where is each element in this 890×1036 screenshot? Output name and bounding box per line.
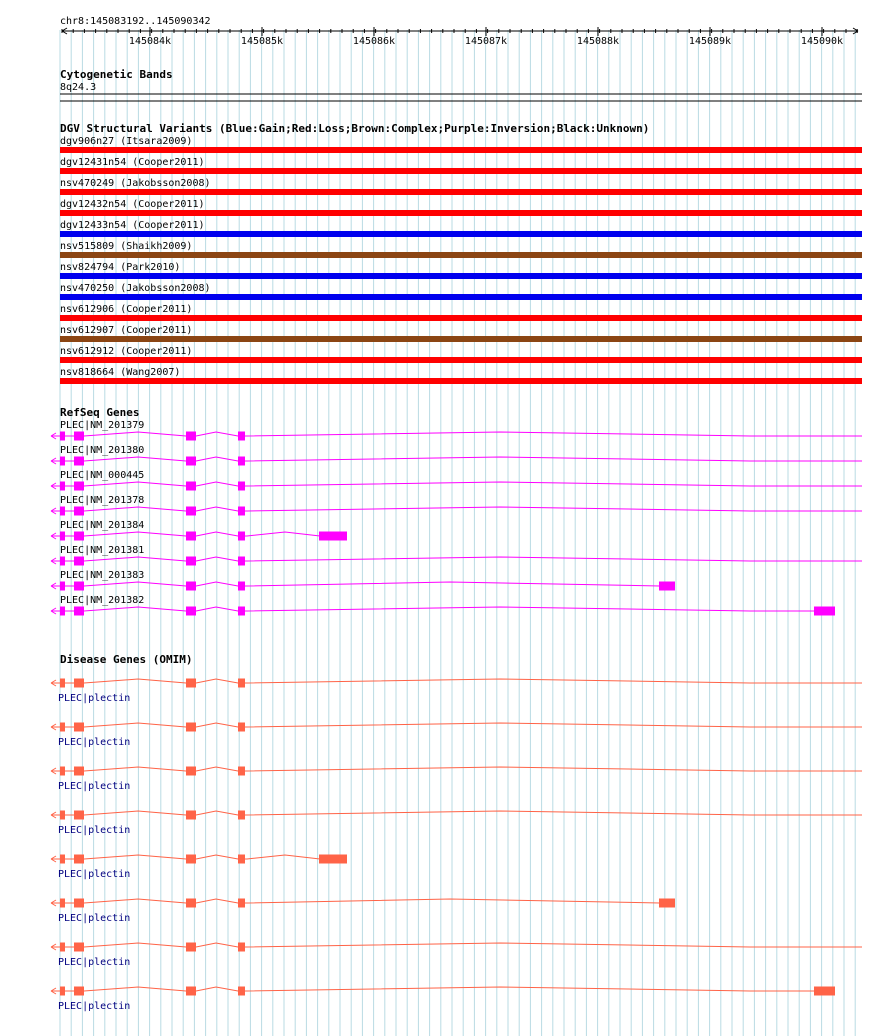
dgv-variant-label: dgv12432n54 (Cooper2011) (60, 199, 205, 210)
gene-exon (186, 987, 196, 996)
gene-exon (60, 767, 65, 776)
gene-exon (60, 943, 65, 952)
gene-exon (319, 532, 347, 541)
omim-gene-label[interactable]: PLEC|plectin (58, 781, 131, 792)
gene-exon (186, 457, 196, 466)
refseq-gene[interactable] (51, 595, 835, 616)
gene-exon (238, 767, 245, 776)
ruler-tick-label: 145085k (240, 36, 284, 47)
gene-exon (74, 679, 84, 688)
dgv-variant-bar[interactable] (60, 147, 862, 153)
refseq-gene-label: PLEC|NM_201381 (60, 545, 145, 556)
gene-exon (238, 457, 245, 466)
gene-exon (60, 899, 65, 908)
gene-exon (60, 855, 65, 864)
omim-gene[interactable] (51, 855, 347, 881)
cytoband-track-title: Cytogenetic Bands (60, 68, 173, 81)
omim-gene[interactable] (51, 723, 862, 749)
gene-exon (60, 987, 65, 996)
gene-exon (186, 811, 196, 820)
dgv-variant[interactable] (60, 262, 862, 279)
dgv-variant[interactable] (60, 304, 862, 321)
omim-gene-label[interactable]: PLEC|plectin (58, 825, 131, 836)
ruler-tick-label: 145089k (688, 36, 732, 47)
gene-exon (238, 855, 245, 864)
gene-exon (186, 482, 196, 491)
gene-exon (186, 767, 196, 776)
gene-exon (238, 607, 245, 616)
omim-gene-label[interactable]: PLEC|plectin (58, 869, 131, 880)
dgv-variant-bar[interactable] (60, 252, 862, 258)
omim-gene-label[interactable]: PLEC|plectin (58, 693, 131, 704)
dgv-variant[interactable] (60, 325, 862, 342)
dgv-variant-bar[interactable] (60, 189, 862, 195)
gene-exon (238, 811, 245, 820)
gene-exon (74, 987, 84, 996)
refseq-gene[interactable] (51, 570, 675, 591)
ruler-tick-label: 145088k (576, 36, 620, 47)
refseq-gene[interactable] (51, 445, 862, 466)
refseq-gene-label: PLEC|NM_201380 (60, 445, 145, 456)
dgv-variant-bar[interactable] (60, 315, 862, 321)
refseq-track (51, 406, 862, 616)
gene-exon (814, 607, 835, 616)
refseq-gene[interactable] (51, 545, 862, 566)
gene-exon (186, 432, 196, 441)
dgv-variant-label: nsv515809 (Shaikh2009) (60, 241, 193, 252)
dgv-variant[interactable] (60, 283, 862, 300)
dgv-variant-label: nsv470250 (Jakobsson2008) (60, 283, 211, 294)
gene-exon (238, 899, 245, 908)
gene-exon (74, 582, 84, 591)
gene-exon (238, 943, 245, 952)
gene-exon (238, 679, 245, 688)
gene-exon (60, 582, 65, 591)
ruler-ticks (62, 27, 858, 47)
dgv-variant-label: nsv470249 (Jakobsson2008) (60, 178, 211, 189)
dgv-variant-bar[interactable] (60, 336, 862, 342)
gene-exon (74, 767, 84, 776)
gene-exon (186, 899, 196, 908)
refseq-gene-label: PLEC|NM_201379 (60, 420, 145, 431)
gene-exon (60, 482, 65, 491)
omim-gene-label[interactable]: PLEC|plectin (58, 913, 131, 924)
gene-exon (74, 811, 84, 820)
cytoband-label: 8q24.3 (60, 82, 97, 93)
omim-gene[interactable] (51, 899, 675, 925)
dgv-variant[interactable] (60, 346, 862, 363)
dgv-variant-bar[interactable] (60, 231, 862, 237)
gene-exon (186, 943, 196, 952)
gene-exon (74, 557, 84, 566)
omim-track (51, 653, 862, 1012)
omim-gene-label[interactable]: PLEC|plectin (58, 737, 131, 748)
gene-exon (186, 855, 196, 864)
dgv-variant[interactable] (60, 220, 862, 237)
gene-exon (74, 723, 84, 732)
ruler-tick-label: 145090k (800, 36, 844, 47)
gene-intron-line (64, 607, 815, 611)
omim-gene-label[interactable]: PLEC|plectin (58, 957, 131, 968)
dgv-variant-bar[interactable] (60, 357, 862, 363)
gene-exon (60, 607, 65, 616)
gene-exon (659, 899, 675, 908)
gene-exon (319, 855, 347, 864)
refseq-gene[interactable] (51, 495, 862, 516)
gene-exon (659, 582, 675, 591)
gene-exon (60, 557, 65, 566)
omim-gene[interactable] (51, 767, 862, 793)
dgv-variant-label: nsv824794 (Park2010) (60, 262, 181, 273)
gene-exon (186, 607, 196, 616)
ruler-location-label: chr8:145083192..145090342 (60, 16, 211, 27)
gene-exon (60, 532, 65, 541)
dgv-variant-label: nsv612907 (Cooper2011) (60, 325, 193, 336)
gene-exon (186, 507, 196, 516)
ruler-track (60, 16, 858, 47)
dgv-variant[interactable] (60, 367, 862, 384)
gene-exon (186, 557, 196, 566)
gene-exon (74, 457, 84, 466)
gene-exon (60, 432, 65, 441)
gene-exon (74, 607, 84, 616)
ruler-tick-label: 145086k (352, 36, 396, 47)
dgv-variant[interactable] (60, 157, 862, 174)
ruler-tick-label: 145087k (464, 36, 508, 47)
gene-exon (186, 532, 196, 541)
dgv-variant-bar[interactable] (60, 294, 862, 300)
omim-gene[interactable] (51, 987, 835, 1013)
refseq-gene[interactable] (51, 470, 862, 491)
dgv-track (60, 122, 862, 384)
gene-exon (186, 582, 196, 591)
dgv-variant-bar[interactable] (60, 210, 862, 216)
ruler-tick-label: 145084k (128, 36, 172, 47)
omim-gene-label[interactable]: PLEC|plectin (58, 1001, 131, 1012)
gene-exon (60, 811, 65, 820)
dgv-variant-label: nsv818664 (Wang2007) (60, 367, 181, 378)
cytoband-track[interactable] (60, 68, 862, 101)
dgv-track-title: DGV Structural Variants (Blue:Gain;Red:Loss;Brown:Complex;Purple:Inversion;Black:Unknown) (60, 122, 650, 135)
gene-exon (238, 987, 245, 996)
gene-exon (60, 679, 65, 688)
refseq-gene-label: PLEC|NM_201384 (60, 520, 145, 531)
gene-exon (74, 855, 84, 864)
refseq-gene-label: PLEC|NM_201383 (60, 570, 145, 581)
dgv-variant-label: dgv906n27 (Itsara2009) (60, 136, 193, 147)
refseq-gene-label: PLEC|NM_201382 (60, 595, 145, 606)
refseq-gene[interactable] (51, 420, 862, 441)
gene-exon (74, 943, 84, 952)
gene-exon (238, 557, 245, 566)
dgv-variant-label: nsv612912 (Cooper2011) (60, 346, 193, 357)
dgv-variant-label: dgv12431n54 (Cooper2011) (60, 157, 205, 168)
dgv-variant-bar[interactable] (60, 378, 862, 384)
refseq-track-title: RefSeq Genes (60, 406, 140, 419)
gene-exon (60, 507, 65, 516)
omim-track-title: Disease Genes (OMIM) (60, 653, 193, 666)
omim-gene[interactable] (51, 943, 862, 969)
refseq-gene-label: PLEC|NM_000445 (60, 470, 145, 481)
gene-exon (238, 723, 245, 732)
dgv-variant-bar[interactable] (60, 273, 862, 279)
gene-exon (186, 679, 196, 688)
gene-exon (238, 507, 245, 516)
refseq-gene[interactable] (51, 520, 347, 541)
gene-exon (186, 723, 196, 732)
dgv-variant-label: nsv612906 (Cooper2011) (60, 304, 193, 315)
dgv-variant[interactable] (60, 136, 862, 153)
gene-exon (238, 532, 245, 541)
gene-exon (74, 532, 84, 541)
gene-exon (238, 582, 245, 591)
gene-exon (74, 432, 84, 441)
gene-exon (74, 899, 84, 908)
dgv-variant[interactable] (60, 241, 862, 258)
omim-gene[interactable] (51, 811, 862, 837)
gene-exon (814, 987, 835, 996)
dgv-variant[interactable] (60, 178, 862, 195)
gene-exon (60, 457, 65, 466)
gene-exon (60, 723, 65, 732)
dgv-variant-bar[interactable] (60, 168, 862, 174)
refseq-gene-label: PLEC|NM_201378 (60, 495, 145, 506)
gene-exon (238, 482, 245, 491)
gene-intron-line (64, 987, 815, 991)
gene-exon (238, 432, 245, 441)
dgv-variant[interactable] (60, 199, 862, 216)
dgv-variant-label: dgv12433n54 (Cooper2011) (60, 220, 205, 231)
omim-gene[interactable] (51, 679, 862, 705)
gene-exon (74, 507, 84, 516)
gene-exon (74, 482, 84, 491)
